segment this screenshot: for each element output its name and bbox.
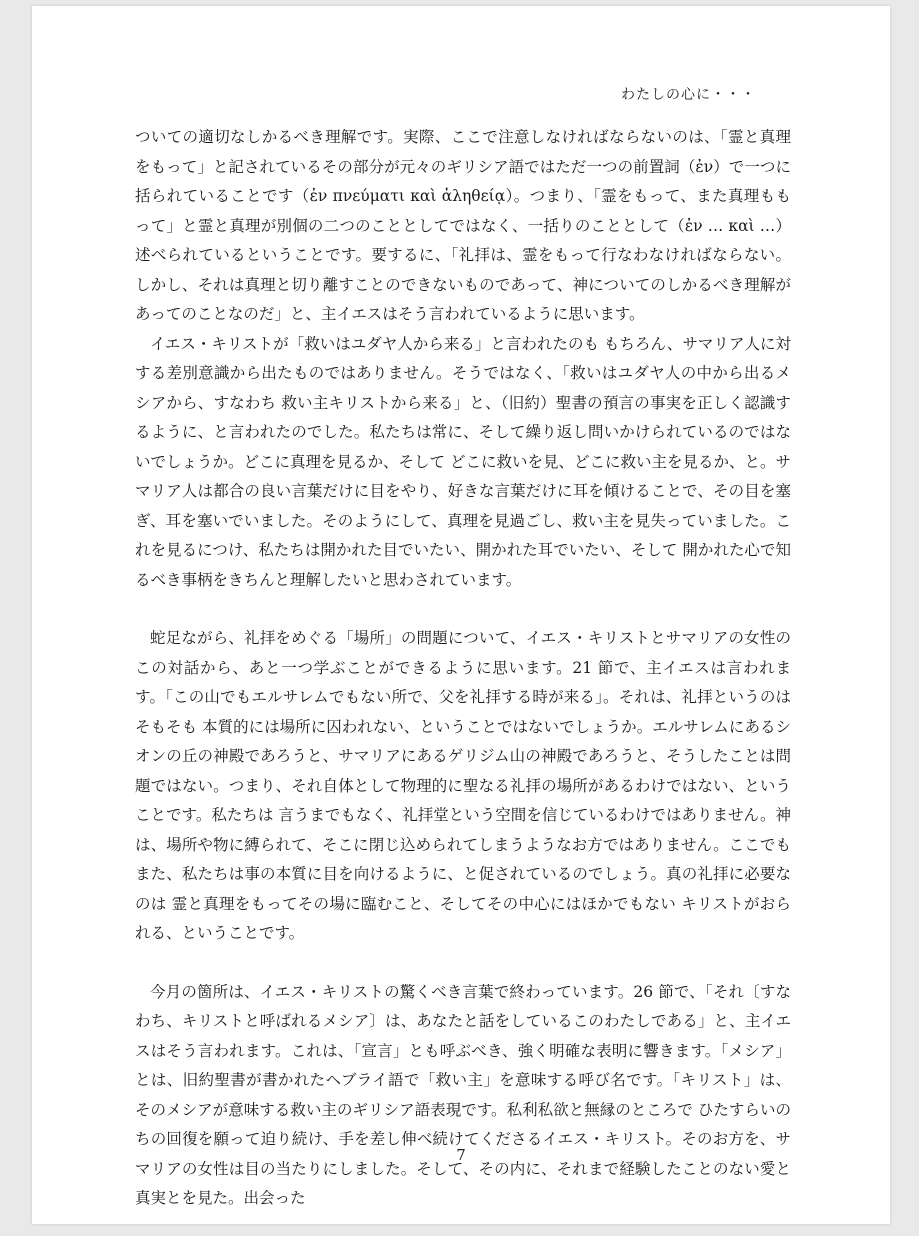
running-head: わたしの心に・・・ [621,87,756,103]
paragraph-4: 今月の箇所は、イエス・キリストの驚くべき言葉で終わっています。26 節で、「それ〔すなわち、キリストと呼ばれるメシア〕は、あなたと話をしているこのわたしである」と、主イエスはそう言われます。これは、「宣言」とも呼ぶべき、強く明確な表明に響きます。「メシア」とは、旧約聖書が書かれたヘブライ語で「救い主」を意味する呼び名です。「キリスト」は、そのメシアが意味する救い主のギリシア語表現です。私利私欲と無縁のところで ひたすらいのちの回復を願って迫り続け、手を差し伸べ続けてくださるイエス・キリスト。そのお方を、サマリアの女性は目の当たりにしました。そして、その内に、それまで経験したことのない愛と真実とを見た。出会った [135,982,791,1207]
paragraph-2: イエス・キリストが「救いはユダヤ人から来る」と言われたのも もちろん、サマリア人に対する差別意識から出たものではありません。そうではなく、「救いはユダヤ人の中から出るメシアから、すなわち 救い主キリストから来る」と、（旧約）聖書の預言の事実を正しく認識するように、と言われたのでした。私たちは常に、そして繰り返し問いかけられているのではないでしょうか。どこに真理を見るか、そして どこに救いを見、どこに救い主を見るか、と。サマリア人は都合の良い言葉だけに目をやり、好きな言葉だけに耳を傾けることで、その目を塞ぎ、耳を塞いでいました。そのようにして、真理を見過ごし、救い主を見失っていました。これを見るにつけ、私たちは開かれた目でいたい、開かれた耳でいたい、そして 開かれた心で知るべき事柄をきちんと理解したいと思わされています。 [135,334,791,589]
body-text [135,123,791,1214]
paragraph-1: ついての適切なしかるべき理解です。実際、ここで注意しなければならないのは、「霊と真理をもって」と記されているその部分が元々のギリシア語ではただ一つの前置詞（ἐν）で一つに括られていることです（ἐν πνεύματι καὶ ἀληθείᾳ）。つまり、「霊をもって、また真理ももって」と霊と真理が別個の二つのこととしてではなく、一括りのこととして（ἐν … καὶ …）述べられているということです。要するに、「礼拝は、霊をもって行なわなければならない。しかし、それは真理と切り離すことのできないものであって、神についてのしかるべき理解があってのことなのだ」と、主イエスはそう言われているように思います。 [135,128,791,323]
paragraph-3: 蛇足ながら、礼拝をめぐる「場所」の問題について、イエス・キリストとサマリアの女性のこの対話から、あと一つ学ぶことができるように思います。21 節で、主イエスは言われます。「この山でもエルサレムでもない所で、父を礼拝する時が来る」。それは、礼拝というのはそもそも 本質的には場所に囚われない、ということではないでしょうか。エルサレムにあるシオンの丘の神殿であろうと、サマリアにあるゲリジム山の神殿であろうと、そうしたことは問題ではない。つまり、それ自体として物理的に聖なる礼拝の場所があるわけではない、ということです。私たちは 言うまでもなく、礼拝堂という空間を信じているわけではありません。神は、場所や物に縛られて、そこに閉じ込められてしまうようなお方ではありません。ここでもまた、私たちは事の本質に目を向けるように、と促されているのでしょう。真の礼拝に必要なのは 霊と真理をもってその場に臨むこと、そしてその中心にはほかでもない キリストがおられる、ということです。 [135,629,791,942]
document-page [32,6,890,1224]
page-number: 7 [456,1146,466,1164]
